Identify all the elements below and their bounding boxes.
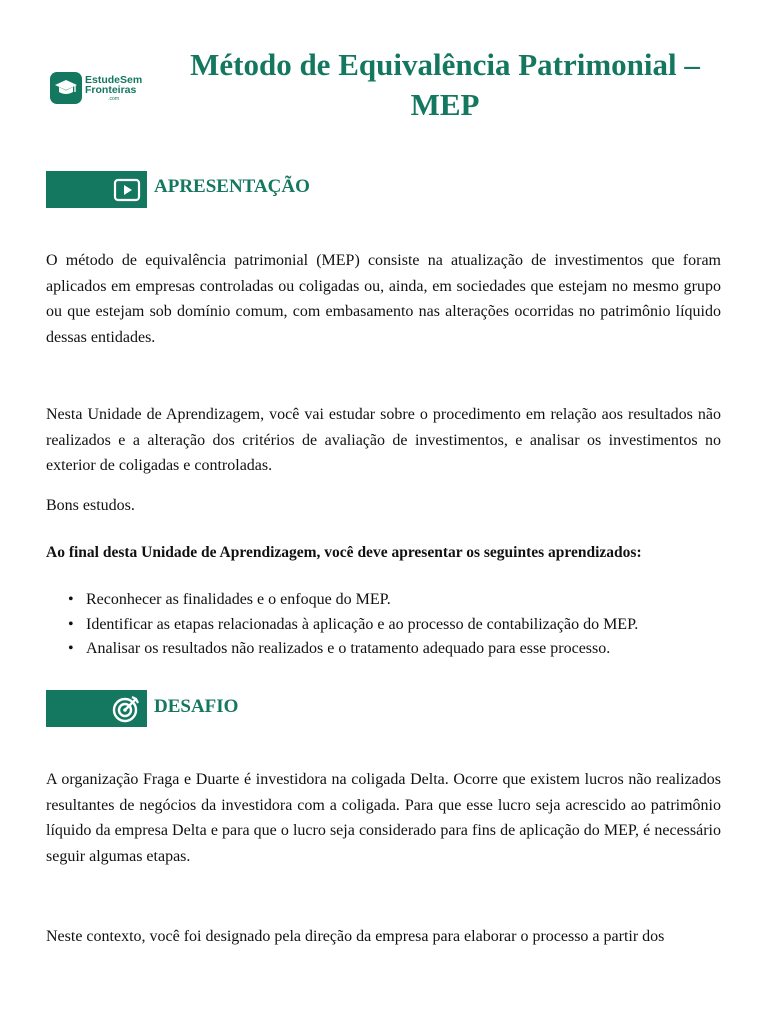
learning-goals-heading: Ao final desta Unidade de Aprendizagem, você deve apresentar os seguintes aprendizados: (46, 544, 642, 561)
title-line-2: MEP (410, 87, 480, 122)
paragraph-challenge: A organização Fraga e Duarte é investidora na coligada Delta. Ocorre que existem lucros não realizados resultantes de negócios da investidora com a coligada. Para que esse lucro seja acrescido ao patrimônio líquido da empresa Delta e para que o lucro seja considerado para fins de aplicação do MEP, é necessário seguir algumas etapas. (46, 771, 721, 865)
paragraph-greeting: Bons estudos. (46, 497, 135, 514)
section-heading-desafio: DESAFIO (154, 696, 239, 717)
section-heading-apresentacao: APRESENTAÇÃO (154, 176, 310, 197)
paragraph-unit: Nesta Unidade de Aprendizagem, você vai estudar sobre o procedimento em relação aos resultados não realizados e a alteração dos critérios de avaliação de investimentos, e analisar os investimentos no exterior de coligadas e controladas. (46, 406, 721, 474)
logo-text-line1: EstudeSem (85, 73, 143, 86)
page-title (150, 45, 740, 125)
play-icon (113, 178, 141, 202)
list-item: • Identificar as etapas relacionadas à aplicação e ao processo de contabilização do MEP. (46, 613, 638, 638)
list-item: • Analisar os resultados não realizados e o tratamento adequado para esse processo. (46, 637, 638, 662)
graduation-cap-icon (50, 72, 82, 104)
apresentacao-bar (46, 171, 147, 208)
target-icon (111, 694, 141, 724)
list-item: • Reconhecer as finalidades e o enfoque do MEP. (46, 588, 638, 613)
learning-goals-list (46, 588, 638, 662)
paragraph-intro: O método de equivalência patrimonial (MEP) consiste na atualização de investimentos que foram aplicados em empresas controladas ou coligadas ou, ainda, em sociedades que estejam no mesmo grupo ou que estejam sob domínio comum, com embasamento nas alterações ocorridas no patrimônio líquido dessas entidades. (46, 252, 721, 346)
paragraph-context: Neste contexto, você foi designado pela direção da empresa para elaborar o processo a partir dos (46, 928, 665, 945)
logo (50, 72, 142, 104)
desafio-bar (46, 690, 147, 727)
logo-text-line2: Fronteiras (85, 84, 137, 96)
logo-domain: .com (108, 95, 120, 102)
title-line-1: Método de Equivalência Patrimonial – (190, 47, 700, 82)
